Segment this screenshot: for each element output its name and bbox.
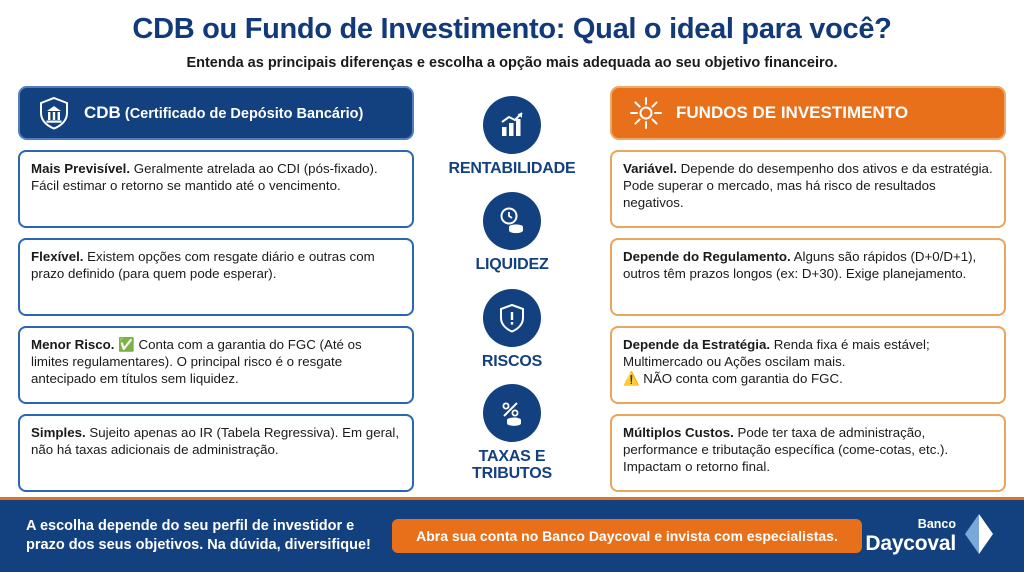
clock-coins-icon <box>483 192 541 250</box>
card-lead: Depende da Estratégia. <box>623 337 771 353</box>
card-lead: Menor Risco. <box>31 337 115 353</box>
footer-message-line2: prazo dos seus objetivos. Na dúvida, diversifique! <box>26 537 371 553</box>
criterion-label: RISCOS <box>481 352 543 370</box>
card-text: Existem opções com resgate diário e outras com prazo definido (para quem pode esperar). <box>31 249 375 282</box>
criterion-label <box>472 448 552 483</box>
cdb-header-text <box>84 104 363 123</box>
footer-message-line1: A escolha depende do seu perfil de investidor e <box>26 517 355 534</box>
page-title: CDB ou Fundo de Investimento: Qual o ideal para você? <box>132 13 892 45</box>
card-text: Depende do desempenho dos ativos e da estratégia. Pode superar o mercado, mas há risco de resultados negativos. <box>623 161 993 211</box>
header <box>0 0 1024 78</box>
logo-banco: Banco <box>917 517 956 532</box>
diamond-logo-icon <box>962 512 996 561</box>
footer-message <box>18 517 388 555</box>
card-lead: Depende do Regulamento. <box>623 249 791 265</box>
criterion-label: RENTABILIDADE <box>448 160 576 178</box>
logo-daycoval: Daycoval <box>865 531 956 555</box>
chart-growth-icon <box>483 96 541 154</box>
card-text: Geralmente atrelada ao CDI (pós-fixado). Fácil estimar o retorno se mantido até o vencimento. <box>31 161 378 194</box>
card-lead: Simples. <box>31 425 86 441</box>
card-lead: Flexível. <box>31 249 84 265</box>
shield-bank-icon <box>34 93 74 133</box>
card-text: Alguns são rápidos (D+0/D+1), outros têm prazos longos (ex: D+30). Exige planejamento. <box>623 249 977 282</box>
card-warn-text: NÃO conta com garantia do FGC. <box>639 371 843 387</box>
cdb-card-taxas <box>18 414 414 492</box>
logo-text <box>865 518 956 554</box>
check-green-icon: ✅ <box>118 337 135 353</box>
cdb-card-rentabilidade <box>18 150 414 228</box>
column-cdb <box>18 86 414 502</box>
criterion-label-line1: TAXAS E <box>478 448 546 466</box>
card-lead: Mais Previsível. <box>31 161 131 177</box>
card-text: Pode ter taxa de administração, performance e tributação específica (come-cotas, etc.). Impactam o retorno final. <box>623 425 949 475</box>
fundos-card-liquidez <box>610 238 1006 316</box>
daycoval-logo <box>865 512 1006 561</box>
criterion-label: LIQUIDEZ <box>475 255 549 273</box>
warning-triangle-icon: ⚠️ <box>623 371 640 387</box>
page-subtitle: Entenda as principais diferenças e escolha a opção mais adequada ao seu objetivo financeiro. <box>186 54 838 71</box>
fundos-card-taxas <box>610 414 1006 492</box>
fundos-card-riscos <box>610 326 1006 404</box>
cdb-header-rest: (Certificado de Depósito Bancário) <box>120 105 364 122</box>
cta-button[interactable]: Abra sua conta no Banco Daycoval e invista com especialistas. <box>392 519 862 553</box>
card-lead: Múltiplos Custos. <box>623 425 734 441</box>
footer <box>0 500 1024 572</box>
criterion-liquidez <box>414 192 610 273</box>
criterion-riscos <box>414 289 610 370</box>
cdb-header-strong: CDB <box>84 102 121 122</box>
criterion-rentabilidade <box>414 96 610 177</box>
criterion-taxas <box>414 384 610 483</box>
cdb-card-liquidez <box>18 238 414 316</box>
sun-burst-icon <box>626 93 666 133</box>
criterion-label-line2: TRIBUTOS <box>472 465 552 483</box>
percent-coins-icon <box>483 384 541 442</box>
cdb-card-riscos <box>18 326 414 404</box>
column-criteria <box>414 86 610 502</box>
card-text: Sujeito apenas ao IR (Tabela Regressiva). Em geral, não há taxas adicionais de administração. <box>31 425 400 458</box>
card-text: Renda fixa é mais estável; Multimercado ou Ações oscilam mais. <box>623 337 930 370</box>
card-text: Conta com a garantia do FGC (Até os limites regulamentares). O principal risco é o resgate antecipado em títulos sem liquidez. <box>31 337 362 387</box>
shield-alert-icon <box>483 289 541 347</box>
card-lead: Variável. <box>623 161 677 177</box>
fundos-card-rentabilidade <box>610 150 1006 228</box>
comparison-columns <box>0 78 1024 502</box>
column-fundos <box>610 86 1006 502</box>
cdb-header <box>18 86 414 140</box>
fundos-header-title: FUNDOS DE INVESTIMENTO <box>676 102 909 122</box>
fundos-header <box>610 86 1006 140</box>
